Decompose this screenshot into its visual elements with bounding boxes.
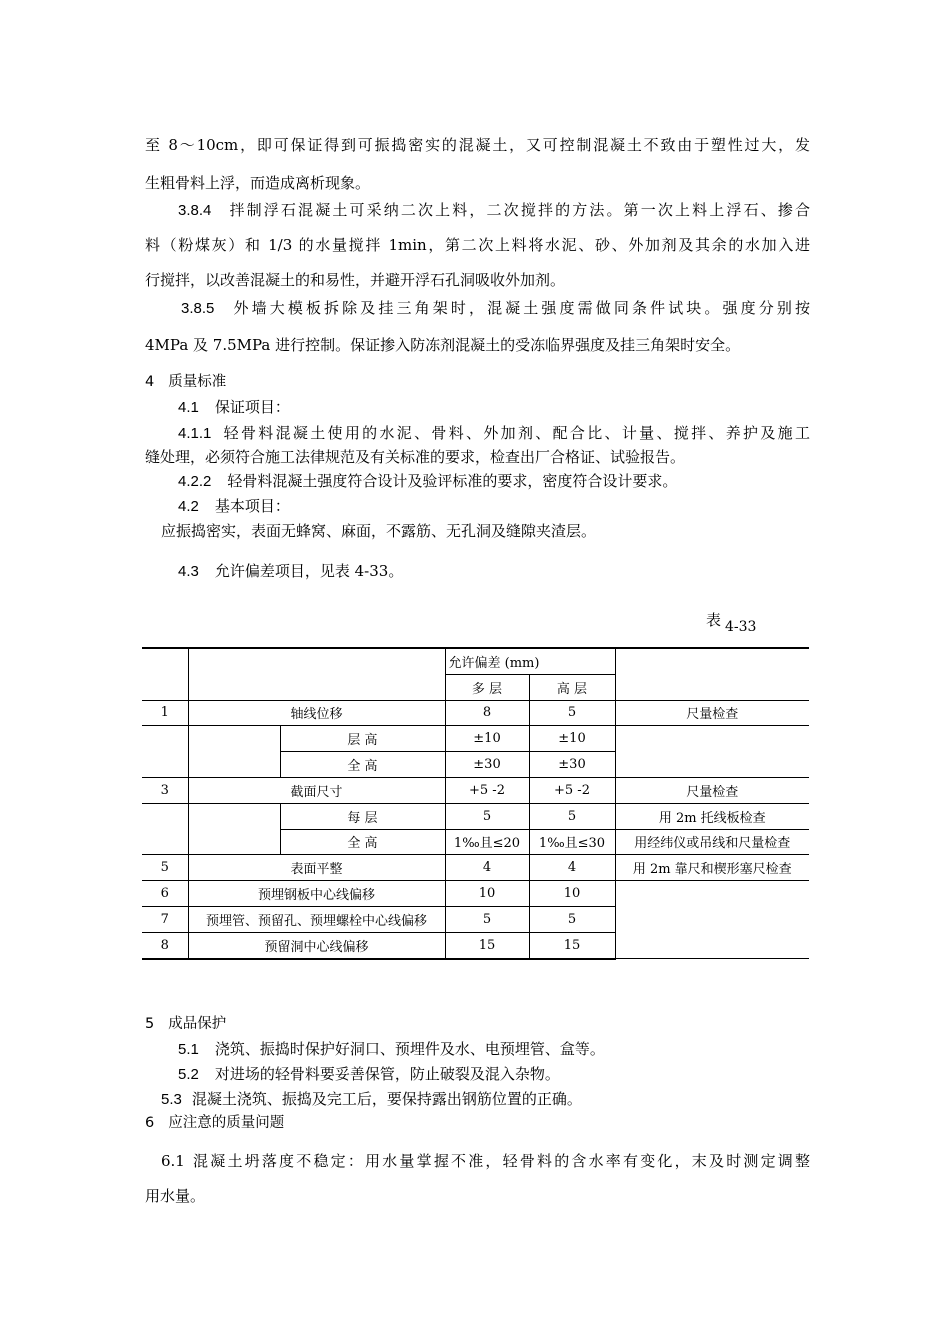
row-high: 5 (529, 906, 615, 932)
row-no: 5 (142, 855, 188, 881)
row-method (615, 881, 809, 959)
row-high: 4 (529, 855, 615, 881)
row-multi: 4 (445, 855, 529, 881)
table-caption (706, 609, 757, 635)
section-4-1-1-text: 轻骨料混凝土使用的水泥、骨料、外加剂、配合比、计量、搅拌、养护及施工 (221, 424, 810, 442)
row-high: 5 (529, 803, 615, 829)
row-subitem: 全 高 (280, 752, 445, 778)
section-4-1-1-line-2: 缝处理，必须符合施工法律规范及有关标准的要求，检查出厂合格证、试验报告。 (145, 448, 686, 466)
row-item (188, 726, 280, 778)
header-item-cell (188, 648, 445, 700)
table-row (142, 726, 809, 752)
row-multi: +5 -2 (445, 777, 529, 803)
section-5-1-number: 5.1 (178, 1041, 199, 1058)
row-high: 1‰且≤30 (529, 829, 615, 855)
table-row (142, 855, 809, 881)
section-5-3-text: 混凝土浇筑、振捣及完工后，要保持露出钢筋位置的正确。 (191, 1090, 582, 1108)
row-multi: ±30 (445, 752, 529, 778)
row-multi: ±10 (445, 726, 529, 752)
section-6-1-line-2: 用水量。 (145, 1187, 206, 1205)
table-row (142, 700, 809, 726)
row-subitem: 层 高 (280, 726, 445, 752)
row-item: 预埋管、预留孔、预埋螺栓中心线偏移 (188, 906, 445, 932)
row-item: 截面尺寸 (188, 777, 445, 803)
row-multi: 15 (445, 932, 529, 958)
row-high: 10 (529, 881, 615, 907)
para-382-line-2: 生粗骨料上浮，而造成离析现象。 (145, 174, 371, 192)
row-multi: 10 (445, 881, 529, 907)
section-4-2-body (145, 521, 810, 541)
para-384-line-3: 行搅拌，以改善混凝土的和易性，并避开浮石孔洞吸收外加剂。 (145, 271, 566, 289)
section-4-1-text: 保证项目： (214, 398, 290, 416)
section-4-2-2-number: 4.2.2 (178, 473, 212, 490)
row-high: 5 (529, 700, 615, 726)
header-high: 高 层 (529, 674, 615, 700)
para-384-number: 3.8.4 (178, 202, 212, 219)
para-385-line-1 (145, 298, 810, 319)
section-5-3-number: 5.3 (161, 1091, 182, 1108)
section-6-heading (145, 1113, 810, 1133)
para-385-text: 外墙大模板拆除及挂三角架时，混凝土强度需做同条件试块。强度分别按 (230, 299, 810, 317)
section-4-2-2 (145, 471, 810, 492)
row-method: 用经纬仪或吊线和尺量检查 (615, 829, 809, 855)
section-4-heading (145, 372, 810, 392)
row-multi: 5 (445, 803, 529, 829)
section-4-3-text: 允许偏差项目，见表 4-33。 (214, 562, 404, 580)
section-5-2-text: 对进场的轻骨料要妥善保管，防止破裂及混入杂物。 (214, 1065, 560, 1083)
row-item: 预留洞中心线偏移 (188, 932, 445, 958)
row-no: 7 (142, 906, 188, 932)
section-5-2 (145, 1064, 810, 1085)
header-allowable: 允许偏差 (mm) (445, 648, 615, 674)
section-4-number: 4 (145, 374, 155, 390)
row-no: 3 (142, 777, 188, 803)
section-4-2-body-text: 应振捣密实，表面无蜂窝、麻面，不露筋、无孔洞及缝隙夹渣层。 (161, 522, 597, 540)
section-4-1 (145, 397, 810, 418)
row-no: 6 (142, 881, 188, 907)
section-5-title: 成品保护 (168, 1016, 227, 1032)
row-subitem: 全 高 (280, 829, 445, 855)
section-4-1-1-number: 4.1.1 (178, 425, 212, 442)
para-385-line-2: 4MPa 及 7.5MPa 进行控制。保证掺入防冻剂混凝土的受冻临界强度及挂三角架时安全。 (145, 336, 741, 354)
section-4-1-number: 4.1 (178, 399, 199, 416)
row-multi: 8 (445, 700, 529, 726)
section-6-1-number: 6.1 (161, 1152, 185, 1170)
row-no: 1 (142, 700, 188, 726)
row-method (615, 726, 809, 778)
table-header-row (142, 648, 809, 674)
row-no (142, 726, 188, 778)
section-6-title: 应注意的质量问题 (168, 1115, 285, 1131)
row-high: ±10 (529, 726, 615, 752)
row-high: +5 -2 (529, 777, 615, 803)
row-item (188, 803, 280, 855)
row-method: 尺量检查 (615, 777, 809, 803)
section-4-title: 质量标准 (168, 374, 227, 390)
header-multi: 多 层 (445, 674, 529, 700)
section-6-1-line-1 (145, 1151, 810, 1171)
section-5-2-number: 5.2 (178, 1066, 199, 1083)
section-5-1-text: 浇筑、振捣时保护好洞口、预埋件及水、电预埋管、盒等。 (214, 1040, 605, 1058)
para-384-line-1 (145, 200, 810, 221)
section-4-2-number: 4.2 (178, 498, 199, 515)
section-6-number: 6 (145, 1115, 155, 1131)
row-item: 预埋钢板中心线偏移 (188, 881, 445, 907)
table-row (142, 777, 809, 803)
row-item: 表面平整 (188, 855, 445, 881)
row-high: ±30 (529, 752, 615, 778)
section-4-3-number: 4.3 (178, 563, 199, 580)
section-5-number: 5 (145, 1016, 155, 1032)
row-method: 用 2m 托线板检查 (615, 803, 809, 829)
header-method-cell (615, 648, 809, 700)
table-caption-code: 4-33 (725, 619, 757, 635)
section-4-2-text: 基本项目： (214, 497, 290, 515)
row-item: 轴线位移 (188, 700, 445, 726)
section-4-1-1-line-1 (145, 423, 810, 444)
table-caption-label: 表 (706, 611, 722, 629)
section-5-heading (145, 1014, 810, 1034)
table-row (142, 881, 809, 907)
row-no: 8 (142, 932, 188, 958)
section-5-1 (145, 1039, 810, 1060)
section-6-1-text: 混凝土坍落度不稳定：用水量掌握不准，轻骨料的含水率有变化，末及时测定调整 (190, 1152, 810, 1170)
row-method: 用 2m 靠尺和楔形塞尺检查 (615, 855, 809, 881)
section-4-2-2-text: 轻骨料混凝土强度符合设计及验评标准的要求，密度符合设计要求。 (227, 472, 678, 490)
section-4-3 (145, 561, 810, 582)
row-subitem: 每 层 (280, 803, 445, 829)
row-multi: 5 (445, 906, 529, 932)
header-no-cell (142, 648, 188, 700)
section-4-2 (145, 496, 810, 517)
row-method: 尺量检查 (615, 700, 809, 726)
table-row (142, 803, 809, 829)
para-384-line-2: 料（粉煤灰）和 1/3 的水量搅拌 1min，第二次上料将水泥、砂、外加剂及其余的水加入进 (145, 236, 810, 254)
section-5-3 (145, 1089, 810, 1110)
allowable-deviation-table (142, 647, 809, 960)
para-385-number: 3.8.5 (181, 300, 215, 317)
row-no (142, 803, 188, 855)
row-high: 15 (529, 932, 615, 958)
para-384-text: 拌制浮石混凝土可采纳二次上料，二次搅拌的方法。第一次上料上浮石、掺合 (227, 201, 810, 219)
row-multi: 1‰且≤20 (445, 829, 529, 855)
para-382-line-1: 至 8～10cm，即可保证得到可振捣密实的混凝土，又可控制混凝土不致由于塑性过大，发 (145, 136, 810, 154)
